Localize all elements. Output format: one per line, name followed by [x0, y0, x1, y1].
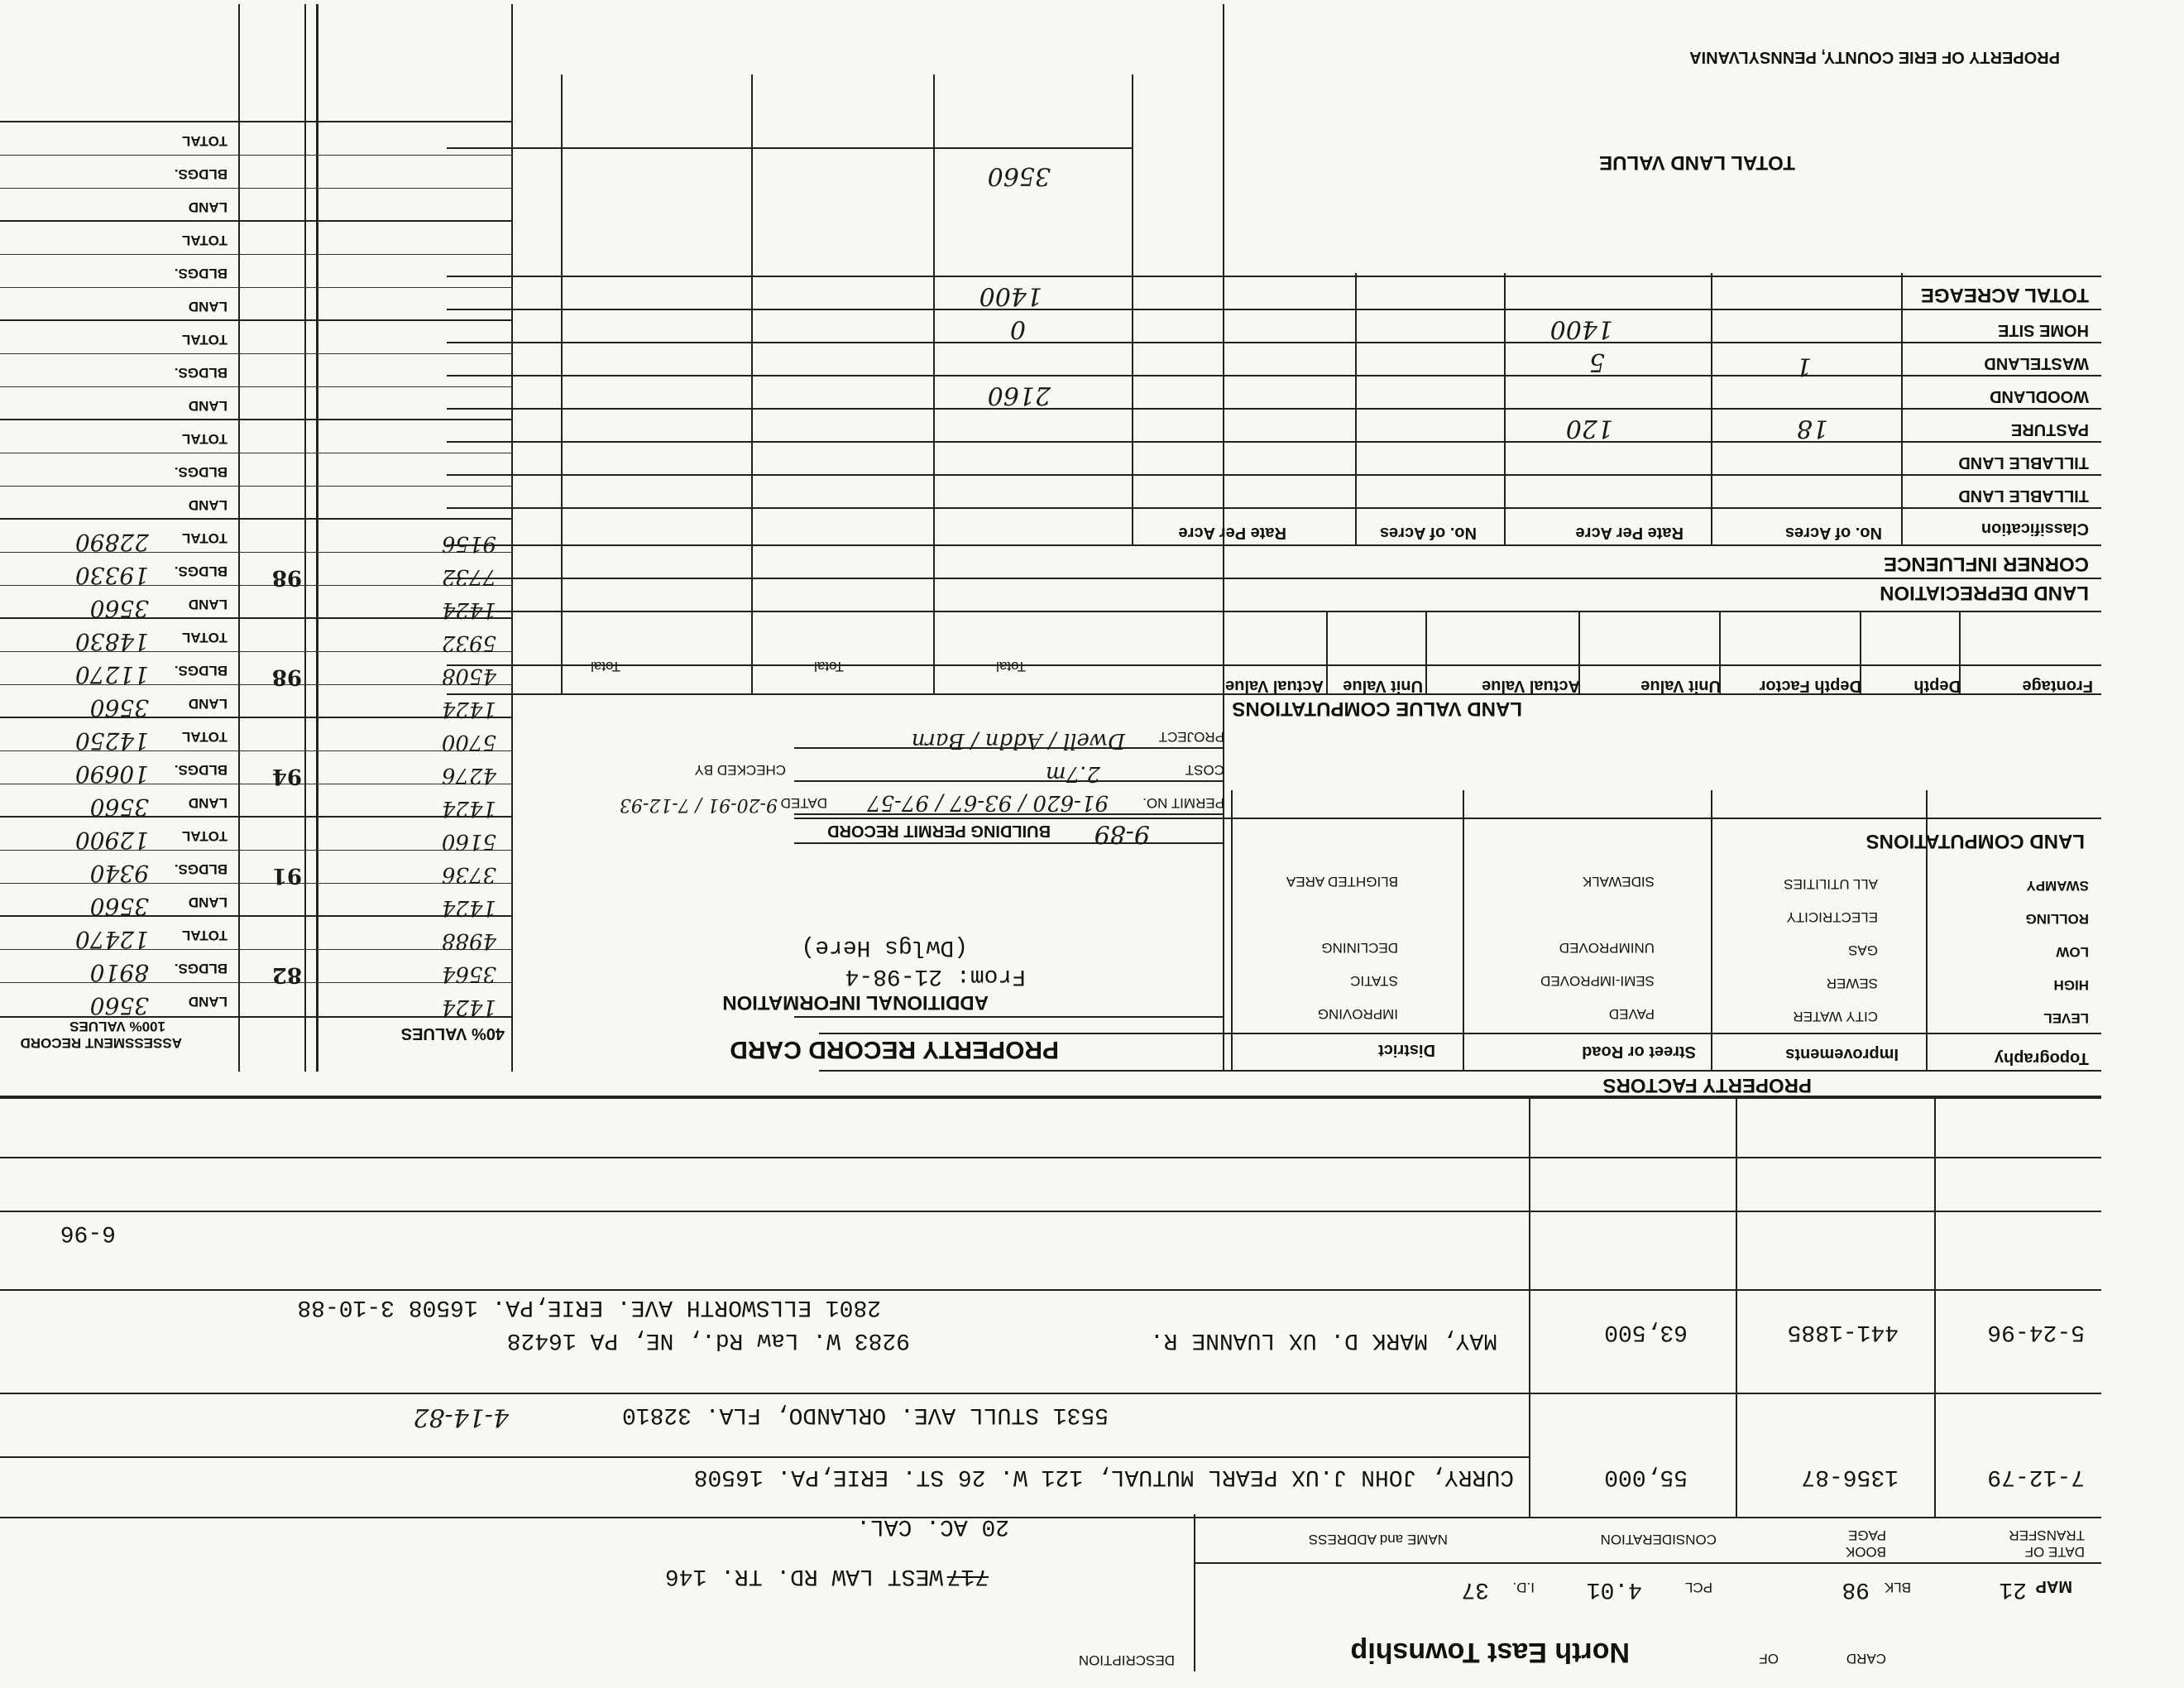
transfer-1-name: CURRY, JOHN J.UX PEARL MUTUAL, 121 W. 26 ST. ERIE,PA. 16508: [693, 1464, 1514, 1489]
value-row-label: BLDGS.: [174, 861, 228, 877]
value-row-label: BLDGS.: [174, 563, 228, 579]
row-home-site: HOME SITE: [1997, 321, 2089, 339]
classification-header: Classification: [1980, 520, 2089, 538]
row-total-acreage: TOTAL ACREAGE: [1920, 284, 2089, 306]
district-static: STATIC: [1350, 973, 1398, 989]
class-col-5: [1132, 74, 1133, 546]
depth-header: Depth: [1913, 677, 1961, 695]
value-40-row: 3564: [441, 961, 496, 986]
value-row-line: [0, 155, 513, 156]
actual-value-header-2: Actual Value: [1225, 677, 1324, 695]
header-divider: [1194, 1514, 1195, 1671]
transfer-2-note: 6-96: [60, 1220, 116, 1245]
value-row-line: [0, 287, 513, 288]
values-header-line: [0, 1016, 513, 1018]
street-sidewalk: SIDEWALK: [1582, 874, 1655, 890]
pf-col3: [1463, 790, 1464, 1072]
row-tillable-1: TILLABLE LAND: [1958, 487, 2089, 505]
value-100-row: 3560: [89, 794, 149, 821]
improve-city-water: CITY WATER: [1793, 1009, 1878, 1024]
lc-title-line: [794, 818, 2101, 819]
footer-text: PROPERTY OF ERIE COUNTY, PENNSYLVANIA: [1689, 48, 2060, 66]
class-col-1: [1901, 273, 1903, 546]
lvc-header-line: [447, 664, 2101, 666]
street-unimproved: UNIMPROVED: [1559, 940, 1655, 956]
topo-low: LOW: [2056, 944, 2089, 960]
dated-value: 9-20-91 / 7-12-93: [619, 794, 778, 815]
value-40-row: 1424: [441, 995, 496, 1019]
transfer-row-5-line: [0, 1157, 2101, 1158]
homesite-rate: 1400: [1549, 314, 1613, 343]
value-year: 98: [271, 664, 302, 689]
values-border-3: [304, 4, 306, 1072]
lvc-col-4: [1578, 612, 1580, 695]
value-row-line: [0, 617, 513, 619]
no-of-acres-header-2: No. of Acres: [1379, 524, 1477, 542]
unit-value-header-2: Unit Value: [1343, 677, 1423, 695]
description-strike: 717: [946, 1563, 989, 1589]
ci-line: [447, 578, 2101, 579]
pasture-acres: 18: [1796, 414, 1828, 443]
transfer-2-addr1: 9283 W. Law Rd., NE, PA 16428: [506, 1327, 910, 1353]
value-100-row: 3560: [89, 595, 149, 622]
homesite-value-2: 1400: [979, 281, 1042, 310]
value-row-label: BLDGS.: [174, 365, 228, 381]
value-row-line: [0, 816, 513, 818]
district-declining: DECLINING: [1321, 940, 1398, 956]
township-title: North East Township: [1350, 1637, 1630, 1668]
improve-electricity: ELECTRICITY: [1786, 909, 1878, 925]
row-pasture: PASTURE: [2010, 420, 2089, 439]
improve-gas: GAS: [1848, 942, 1878, 958]
lc-row-2: [447, 441, 2101, 443]
lvc-col-6: [1326, 612, 1328, 695]
value-row-line: [0, 254, 513, 255]
class-top-line: [447, 544, 2101, 546]
pasture-rate: 120: [1565, 414, 1613, 443]
pf-improvements: Improvements: [1785, 1045, 1899, 1063]
transfer-header-line: [0, 1517, 2101, 1518]
value-row-label: LAND: [188, 199, 228, 215]
value-row-label: BLDGS.: [174, 663, 228, 679]
transfer-2-date: 5-24-96: [1987, 1319, 2085, 1345]
cost-label: COST: [1185, 762, 1224, 778]
class-col-4: [1355, 273, 1357, 546]
pf-col2: [1711, 790, 1712, 1072]
lvc-col-1: [1959, 612, 1961, 695]
land-depreciation-label: LAND DEPRECIATION: [1880, 582, 2089, 604]
description-value: WEST LAW RD. TR. 146: [664, 1563, 943, 1589]
value-row-label: LAND: [188, 994, 228, 1009]
value-row-label: LAND: [188, 497, 228, 513]
value-100-row: 10690: [74, 760, 149, 788]
transfer-date-header: DATE OF TRANSFER: [2009, 1527, 2085, 1560]
transfer-book-header: BOOK PAGE: [1845, 1527, 1886, 1560]
value-row-label: LAND: [188, 795, 228, 811]
value-year: 91: [271, 863, 302, 888]
value-100-row: 9340: [89, 860, 149, 887]
lc-row-8: [447, 147, 1133, 149]
header-line: [1195, 1562, 2101, 1564]
class-col-2: [1711, 273, 1712, 546]
value-100-row: 3560: [89, 694, 149, 722]
blk-label: BLK: [1884, 1580, 1911, 1595]
rate-per-acre-header-1: Rate Per Acre: [1575, 524, 1684, 542]
transfer-2-name: MAY, MARK D. UX LUANNE R.: [1149, 1327, 1497, 1353]
transfer-row-3-line: [0, 1289, 2101, 1291]
class-header-line: [447, 507, 2101, 509]
pf-title-line: [819, 1070, 2101, 1072]
value-40-row: 4988: [441, 928, 496, 953]
dwgs-value: (Dwlgs Here): [801, 934, 968, 960]
transfer-col2: [1736, 1096, 1737, 1518]
value-40-row: 3736: [441, 862, 496, 887]
lc-row-7: [447, 276, 2101, 277]
blk-value: 98: [1842, 1576, 1870, 1602]
transfer-1-note: 4-14-82: [413, 1403, 509, 1431]
value-year: 94: [271, 764, 302, 789]
value-40-row: 4508: [441, 664, 496, 688]
value-year: 98: [271, 565, 302, 590]
value-row-label: BLDGS.: [174, 464, 228, 480]
map-label: MAP: [2035, 1577, 2072, 1595]
value-row-line: [0, 915, 513, 917]
map-value: 21: [1999, 1576, 2027, 1602]
value-row-label: TOTAL: [181, 133, 228, 149]
land-value-computations-title: LAND VALUE COMPUTATIONS: [1232, 698, 1522, 720]
description-label: DESCRIPTION: [1078, 1652, 1175, 1668]
card-label: CARD: [1846, 1651, 1886, 1666]
value-row-label: BLDGS.: [174, 266, 228, 281]
class-col-3: [1504, 273, 1506, 546]
dated-label: DATED: [780, 795, 827, 811]
class-col-8: [561, 74, 563, 695]
lc-row-4: [447, 375, 2101, 376]
value-row-label: LAND: [188, 696, 228, 712]
value-100-row: 14250: [74, 727, 149, 755]
value-100-row: 3560: [89, 893, 149, 920]
value-row-label: BLDGS.: [174, 762, 228, 778]
values-border-4: [238, 4, 240, 1072]
value-100-row: 12900: [74, 827, 149, 854]
value-row-label: BLDGS.: [174, 166, 228, 182]
record-card-title: PROPERTY RECORD CARD: [730, 1036, 1059, 1063]
value-40-row: 7732: [441, 564, 496, 589]
value-row-label: LAND: [188, 398, 228, 414]
rate-per-acre-header-2: Rate Per Acre: [1178, 524, 1286, 542]
lc-row-3: [447, 408, 2101, 410]
building-permit-label: BUILDING PERMIT RECORD: [827, 822, 1051, 840]
values-40-header: 40% VALUES: [400, 1024, 505, 1043]
corner-influence-label: CORNER INFLUENCE: [1883, 553, 2089, 575]
lc-row-5: [447, 342, 2101, 343]
values-border-2: [316, 4, 318, 1072]
value-row-label: LAND: [188, 299, 228, 314]
transfer-col1: [1934, 1096, 1936, 1518]
class-col-7: [751, 74, 753, 695]
lc-row-6: [447, 309, 2101, 310]
total-header-2: Total: [814, 659, 844, 674]
value-row-line: [0, 121, 513, 122]
unit-value-header-1: Unit Value: [1640, 677, 1721, 695]
value-row-line: [0, 518, 513, 520]
improve-sewer: SEWER: [1826, 976, 1878, 991]
pcl-value: 4.01: [1586, 1576, 1642, 1602]
value-40-row: 1424: [441, 697, 496, 722]
value-row-label: TOTAL: [181, 828, 228, 844]
pf-street: Street or Road: [1582, 1043, 1696, 1061]
value-row-line: [0, 883, 513, 884]
pcl-label: PCL: [1684, 1580, 1712, 1595]
woodland-value: 2160: [987, 381, 1051, 410]
value-row-label: TOTAL: [181, 928, 228, 943]
property-factors-title: PROPERTY FACTORS: [1602, 1074, 1812, 1096]
transfer-row-line: [0, 1456, 1530, 1458]
lvc-col-5: [1425, 612, 1427, 695]
transfer-name-header: NAME and ADDRESS: [1308, 1532, 1448, 1547]
transfer-2-addr2: 2801 ELLSWORTH AVE. ERIE,PA. 16508 3-10-88: [297, 1294, 881, 1320]
topo-swampy: SWAMPY: [2026, 878, 2089, 894]
transfer-1-date: 7-12-79: [1987, 1464, 2085, 1489]
pf-header-line: [819, 1033, 2101, 1034]
value-row-line: [0, 319, 513, 321]
value-year: 82: [271, 962, 302, 987]
homesite-value-1: 0: [1009, 314, 1026, 343]
lc-row-1: [447, 474, 2101, 476]
topo-rolling: ROLLING: [2025, 911, 2089, 927]
value-40-row: 5932: [441, 631, 496, 655]
value-row-label: LAND: [188, 597, 228, 612]
project-label: PROJECT: [1158, 729, 1224, 745]
value-40-row: 5160: [441, 829, 496, 854]
additional-info-label: ADDITIONAL INFORMATION: [722, 991, 989, 1014]
total-header-3: Total: [591, 659, 620, 674]
district-blighted: BLIGHTED AREA: [1286, 874, 1398, 890]
transfer-consideration-header: CONSIDERATION: [1600, 1532, 1717, 1547]
value-row-line: [0, 982, 513, 983]
value-row-line: [0, 353, 513, 354]
row-woodland: WOODLAND: [1990, 387, 2089, 405]
total-header-1: Total: [996, 659, 1026, 674]
permit-year: 9-89: [1094, 819, 1150, 848]
bp-row-1: [794, 780, 1224, 782]
value-100-row: 8910: [89, 959, 149, 986]
value-row-line: [0, 220, 513, 222]
value-40-row: 4276: [441, 763, 496, 788]
value-40-row: 1424: [441, 597, 496, 622]
value-100-row: 3560: [89, 992, 149, 1019]
transfer-2-consideration: 63,500: [1604, 1319, 1688, 1345]
value-row-line: [0, 419, 513, 420]
value-row-label: TOTAL: [181, 233, 228, 248]
district-improving: IMPROVING: [1317, 1006, 1398, 1022]
value-100-row: 12470: [74, 926, 149, 953]
value-row-label: TOTAL: [181, 729, 228, 745]
value-row-line: [0, 386, 513, 387]
lvc-col-3: [1719, 612, 1721, 695]
topo-level: LEVEL: [2043, 1010, 2089, 1026]
transfer-1-consideration: 55,000: [1604, 1464, 1688, 1489]
actual-value-header-1: Actual Value: [1482, 677, 1580, 695]
permit-no-label: PERMIT NO.: [1142, 795, 1224, 811]
value-40-row: 9156: [441, 531, 496, 556]
values-100-header: 100% VALUES: [69, 1019, 165, 1034]
lvc-col-2: [1860, 612, 1861, 695]
improve-all-utilities: ALL UTILITIES: [1784, 876, 1878, 892]
pf-col4: [1231, 790, 1233, 1072]
value-row-label: TOTAL: [181, 530, 228, 546]
from-value: From: 21-98-4: [845, 963, 1026, 989]
pf-district: District: [1378, 1041, 1435, 1059]
value-100-row: 14830: [74, 628, 149, 655]
depth-factor-header: Depth Factor: [1759, 677, 1861, 695]
transfer-row-4-line: [0, 1211, 2101, 1212]
class-col-6: [933, 74, 935, 695]
wasteland-acres: 1: [1795, 352, 1812, 381]
total-land-value: 3560: [987, 161, 1051, 190]
transfer-col3: [1529, 1096, 1530, 1518]
street-semi-improved: SEMI-IMPROVED: [1540, 973, 1655, 989]
bp-top-line: [794, 842, 1224, 844]
id-label: I.D.: [1512, 1580, 1535, 1595]
frontage-header: Frontage: [2022, 677, 2093, 695]
transfer-2-book: 441-1885: [1787, 1319, 1899, 1345]
value-40-row: 1424: [441, 796, 496, 821]
topo-high: HIGH: [2053, 977, 2089, 993]
value-row-label: TOTAL: [181, 431, 228, 447]
value-row-line: [0, 486, 513, 487]
land-computations-title: LAND COMPUTATIONS: [1866, 830, 2085, 852]
assessment-header: ASSESSMENT RECORD: [20, 1035, 182, 1051]
pf-topography: Topography: [1994, 1049, 2089, 1067]
street-paved: PAVED: [1608, 1006, 1655, 1022]
permit-no-value: 91-620 / 93-67 / 97-57: [867, 790, 1109, 815]
value-row-label: BLDGS.: [174, 961, 228, 976]
value-100-row: 22890: [74, 529, 149, 556]
cost-value: 2.7m: [1045, 761, 1100, 786]
value-row-line: [0, 188, 513, 189]
value-row-label: LAND: [188, 894, 228, 910]
checked-by-label: CHECKED BY: [694, 762, 786, 778]
transfer-1-book: 1356-87: [1801, 1464, 1899, 1489]
value-row-label: TOTAL: [181, 332, 228, 348]
project-value: Dwell / Addn / Barn: [911, 728, 1125, 753]
id-value: 37: [1461, 1576, 1489, 1602]
value-40-row: 1424: [441, 895, 496, 920]
value-row-label: TOTAL: [181, 630, 228, 645]
of-label: OF: [1759, 1651, 1779, 1666]
value-100-row: 19330: [74, 562, 149, 589]
transfer-1-addr2: 5531 STULL AVE. ORLANDO, FLA. 32810: [621, 1402, 1109, 1427]
row-tillable-2: TILLABLE LAND: [1958, 453, 2089, 472]
values-border-1: [511, 4, 513, 1072]
no-of-acres-header-1: No. of Acres: [1784, 524, 1882, 542]
wasteland-rate: 5: [1588, 348, 1605, 376]
total-land-value-label: TOTAL LAND VALUE: [1599, 151, 1795, 174]
value-100-row: 11270: [74, 661, 149, 688]
rc-title-line: [794, 1016, 1224, 1018]
transfer-row-2-line: [0, 1393, 2101, 1394]
row-wasteland: WASTELAND: [1984, 354, 2089, 372]
ld-line: [447, 611, 2101, 612]
value-40-row: 5700: [441, 730, 496, 755]
acreage-value: 20 AC. CAL.: [856, 1513, 1009, 1539]
value-row-line: [0, 717, 513, 718]
